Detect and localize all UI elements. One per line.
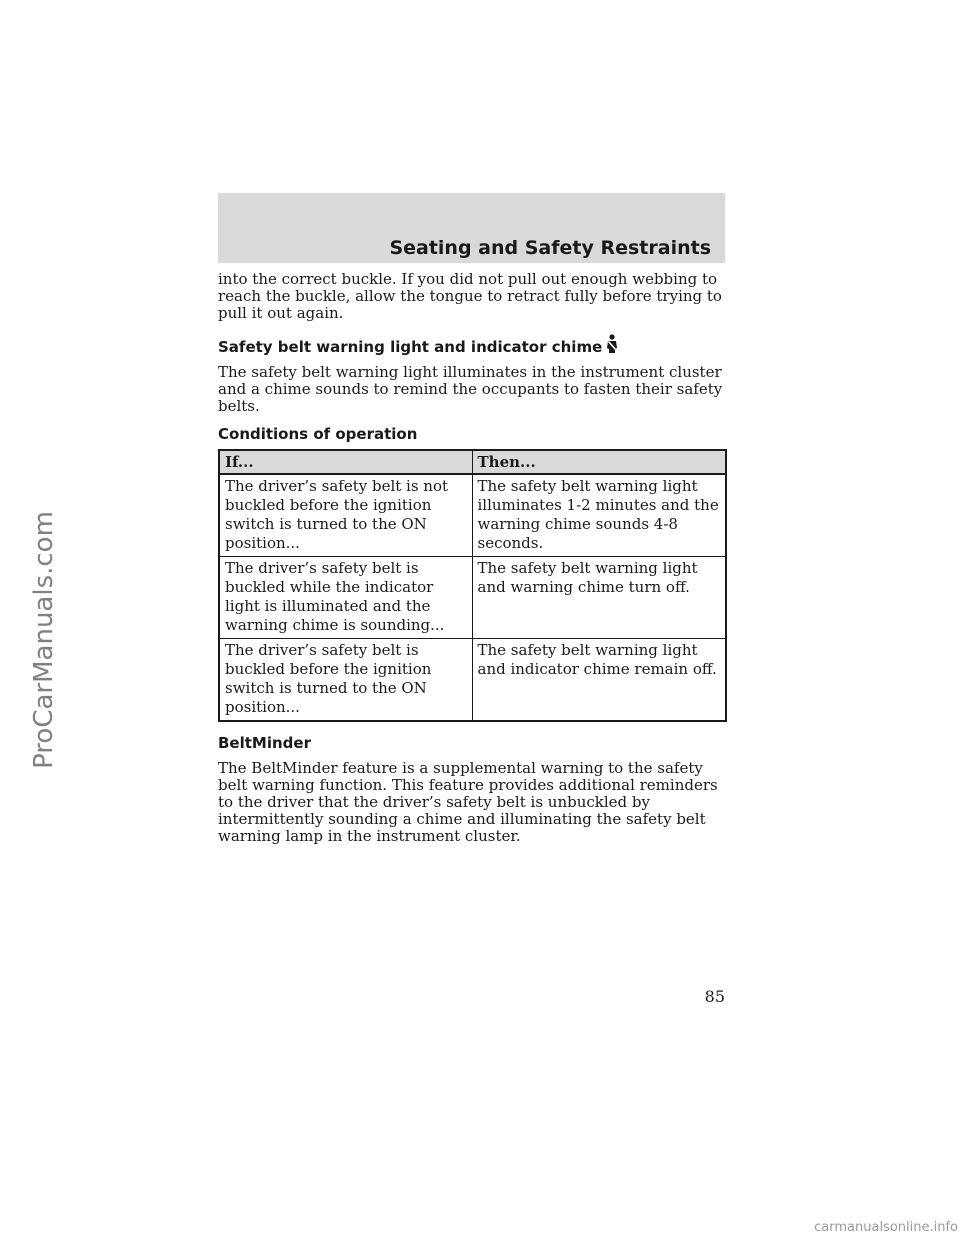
conditions-table (218, 449, 727, 722)
section-header-band (218, 193, 725, 263)
table-row (219, 474, 726, 557)
page-number: 85 (704, 987, 725, 1006)
table-cell-result: The safety belt warning light illuminates 1-2 minutes and the warning chime sounds 4-8 seconds. (472, 474, 726, 557)
seatbelt-icon (604, 334, 620, 354)
warning-paragraph: The safety belt warning light illuminates in the instrument cluster and a chime sounds to remind the occupants to fasten their safety belts. (218, 363, 723, 415)
table-cell-result: The safety belt warning light and indicator chime remain off. (472, 639, 726, 722)
page-content (218, 271, 725, 845)
table-cell-result: The safety belt warning light and warning chime turn off. (472, 557, 726, 639)
table-cell-condition: The driver’s safety belt is buckled while the indicator light is illuminated and the warning chime is sounding... (219, 557, 472, 639)
watermark (14, 511, 74, 769)
warning-heading-text: Safety belt warning light and indicator chime (218, 338, 603, 356)
beltminder-heading: BeltMinder (218, 734, 311, 752)
warning-heading (218, 334, 725, 356)
footer-logo[interactable]: carmanualsonline.info (814, 1220, 958, 1235)
intro-paragraph: into the correct buckle. If you did not pull out enough webbing to reach the buckle, allow the tongue to retract fully before trying to pull it out again. (218, 270, 722, 322)
table-header-then: Then... (472, 450, 726, 474)
table-cell-condition: The driver’s safety belt is buckled before the ignition switch is turned to the ON position... (219, 639, 472, 722)
table-cell-condition: The driver’s safety belt is not buckled before the ignition switch is turned to the ON position... (219, 474, 472, 557)
table-header-row (219, 450, 726, 474)
watermark-text: ProCarManuals.com (29, 511, 59, 769)
beltminder-paragraph: The BeltMinder feature is a supplemental warning to the safety belt warning function. This feature provides additional reminders to the driver that the driver’s safety belt is unbuckled by intermittently sounding a chime and illuminating the safety belt warning lamp in the instrument cluster. (218, 759, 718, 845)
conditions-heading: Conditions of operation (218, 425, 418, 443)
section-title: Seating and Safety Restraints (389, 237, 711, 259)
table-header-if: If... (219, 450, 472, 474)
table-row (219, 639, 726, 722)
table-row (219, 557, 726, 639)
